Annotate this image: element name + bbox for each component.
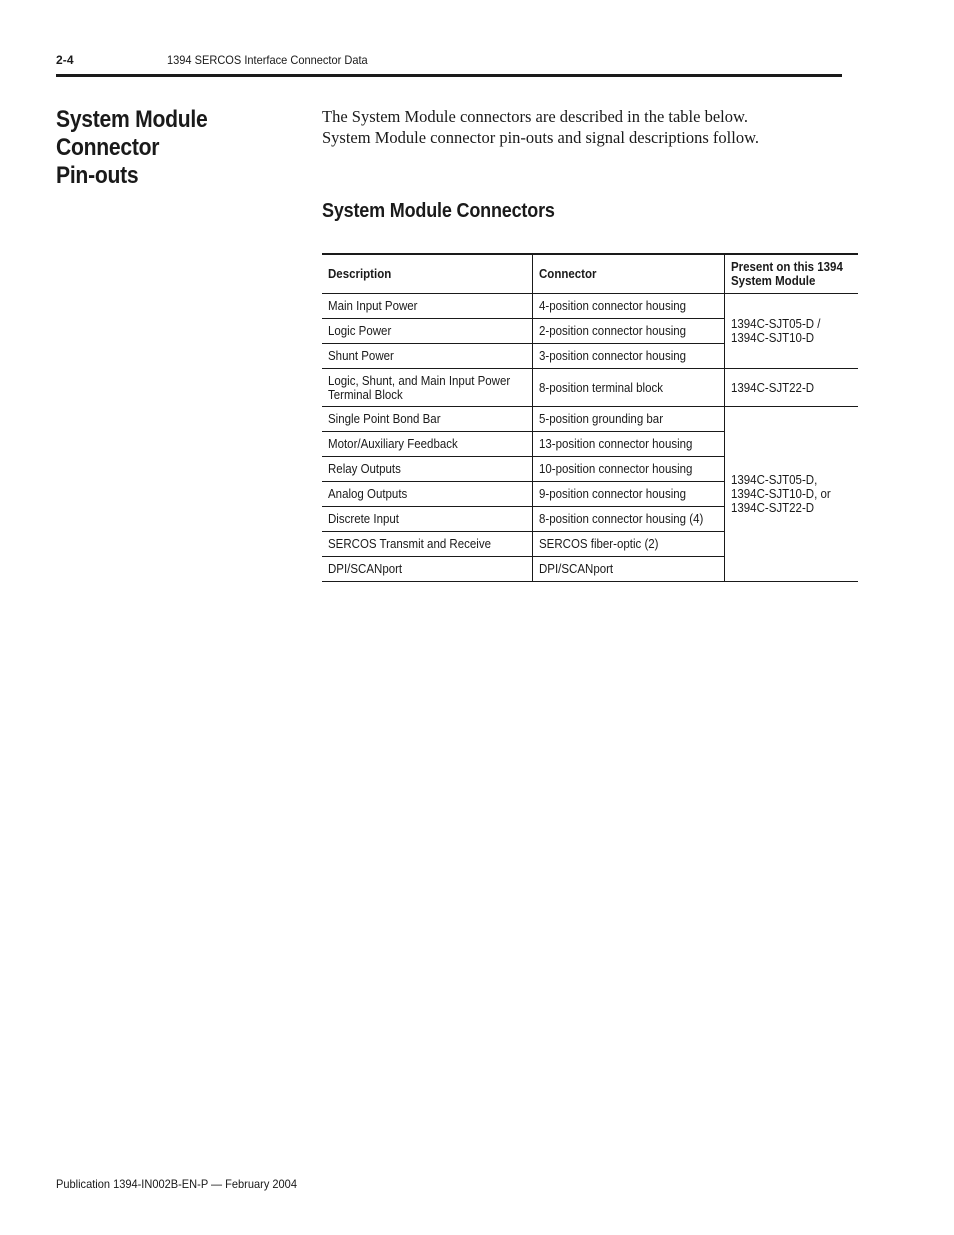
cell-connector: 9-position connector housing [533, 482, 725, 507]
cell-connector: 8-position terminal block [533, 369, 725, 407]
cell-description: Single Point Bond Bar [322, 407, 533, 432]
cell-connector: 4-position connector housing [533, 294, 725, 319]
table-header-row [322, 254, 858, 294]
footer-publication: Publication 1394-IN002B-EN-P — February 2004 [56, 1177, 297, 1191]
cell-description: Relay Outputs [322, 457, 533, 482]
cell-connector: DPI/SCANport [533, 557, 725, 582]
page-number: 2-4 [56, 53, 74, 67]
intro-line1: The System Module connectors are described in the table below. [322, 107, 748, 126]
intro-line2: System Module connector pin-outs and signal descriptions follow. [322, 127, 760, 147]
table-title: System Module Connectors [322, 200, 555, 222]
cell-connector: 3-position connector housing [533, 344, 725, 369]
cell-connector: 8-position connector housing (4) [533, 507, 725, 532]
table-row [322, 294, 858, 319]
cell-description: Main Input Power [322, 294, 533, 319]
connectors-table [322, 253, 858, 582]
cell-description: Logic Power [322, 319, 533, 344]
cell-description: Logic, Shunt, and Main Input Power Terminal Block [322, 369, 533, 407]
table-row [322, 407, 858, 432]
cell-connector: SERCOS fiber-optic (2) [533, 532, 725, 557]
cell-connector: 2-position connector housing [533, 319, 725, 344]
header-description: Description [322, 254, 533, 294]
intro-paragraph [322, 107, 842, 148]
cell-connector: 10-position connector housing [533, 457, 725, 482]
cell-present-group1: 1394C-SJT05-D / 1394C-SJT10-D [724, 294, 858, 369]
cell-description: SERCOS Transmit and Receive [322, 532, 533, 557]
header-rule [56, 74, 842, 77]
cell-description: Analog Outputs [322, 482, 533, 507]
cell-present-group2: 1394C-SJT22-D [724, 369, 858, 407]
cell-description: Shunt Power [322, 344, 533, 369]
header-present [724, 254, 858, 294]
header-present-line2: System Module [730, 274, 815, 288]
section-title-line2: Pin-outs [56, 162, 139, 189]
cell-connector: 5-position grounding bar [533, 407, 725, 432]
cell-description: Discrete Input [322, 507, 533, 532]
cell-description: DPI/SCANport [322, 557, 533, 582]
cell-connector: 13-position connector housing [533, 432, 725, 457]
running-header-title: 1394 SERCOS Interface Connector Data [167, 53, 368, 67]
section-title [56, 106, 302, 190]
header-connector: Connector [533, 254, 725, 294]
header-present-line1: Present on this 1394 [730, 260, 843, 274]
table-row [322, 369, 858, 407]
cell-present-group3: 1394C-SJT05-D, 1394C-SJT10-D, or 1394C-SJT22-D [724, 407, 858, 582]
cell-description: Motor/Auxiliary Feedback [322, 432, 533, 457]
section-title-line1: System Module Connector [56, 106, 208, 161]
